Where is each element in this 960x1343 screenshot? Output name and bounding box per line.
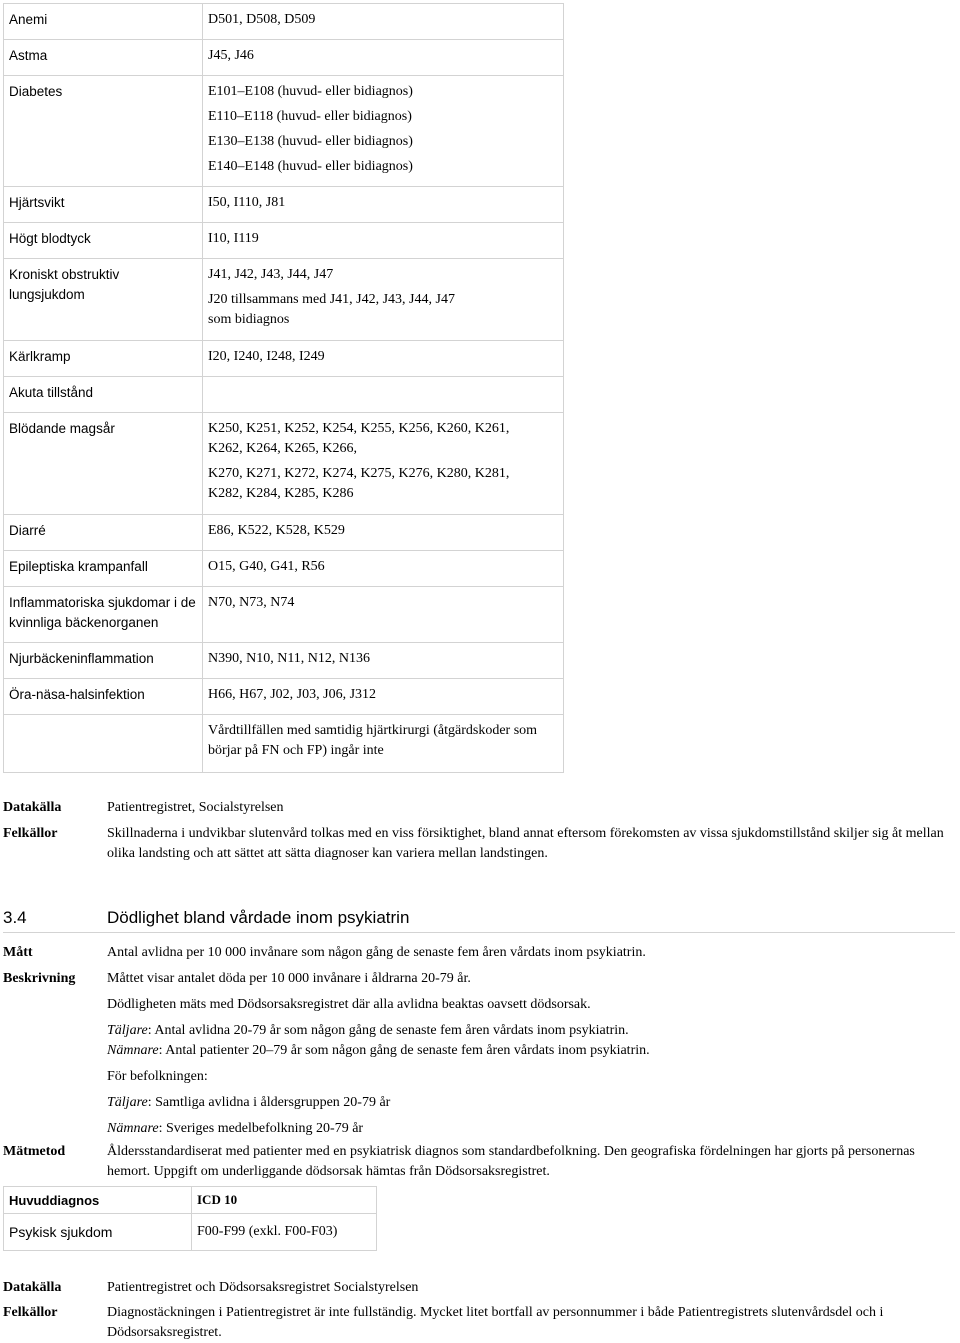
section-heading	[3, 906, 955, 933]
diagnosis-codes: J45, J46	[203, 40, 564, 76]
icd-header-code: ICD 10	[192, 1187, 377, 1214]
icd-row-codes: F00-F99 (exkl. F00-F03)	[192, 1214, 377, 1251]
diagnosis-codes: D501, D508, D509	[203, 4, 564, 40]
namnare-line: Nämnare: Antal patienter 20–79 år som någon gång de senaste fem åren vårdats inom psykiatrin.	[107, 1043, 650, 1058]
diagnosis-codes: E86, K522, K528, K529	[203, 515, 564, 551]
datakalla-label: Datakälla	[3, 800, 62, 815]
felkallor-label: Felkällor	[3, 826, 58, 841]
diagnosis-label: Hjärtsvikt	[4, 187, 203, 223]
beskrivning-label: Beskrivning	[3, 971, 76, 986]
beskrivning-p2: Dödligheten mäts med Dödsorsaksregistret där alla avlidna beaktas oavsett dödsorsak.	[107, 997, 591, 1012]
icd-header-diagnosis: Huvuddiagnos	[4, 1187, 192, 1214]
taljare2-line: Täljare: Samtliga avlidna i åldersgruppen 20-79 år	[107, 1095, 391, 1110]
felkallor-value: Skillnaderna i undvikbar slutenvård tolkas med en viss försiktighet, bland annat eftersom förekomsten av vissa sjukdomstillstånd skiljer sig åt mellan olika landsting och att sättet att sätta diagnoser kan variera mellan landstingen.	[107, 826, 944, 861]
datakalla-row	[3, 798, 953, 818]
felkallor-row	[3, 824, 953, 864]
matt-label: Mått	[3, 945, 33, 960]
matt-row	[3, 943, 953, 963]
diagnosis-label: Njurbäckeninflammation	[4, 643, 203, 679]
datakalla2-label: Datakälla	[3, 1280, 62, 1295]
matt-value: Antal avlidna per 10 000 invånare som någon gång de senaste fem åren vårdats inom psykiatrin.	[107, 945, 646, 960]
diagnosis-label: Epileptiska krampanfall	[4, 551, 203, 587]
diagnosis-codes: H66, H67, J02, J03, J06, J312	[203, 679, 564, 715]
icd-table	[3, 1186, 377, 1251]
empty-cell	[203, 377, 564, 413]
diagnosis-label: Öra-näsa-halsinfektion	[4, 679, 203, 715]
beskrivning-value	[107, 969, 947, 1139]
diagnosis-label: Anemi	[4, 4, 203, 40]
namnare2-line: Nämnare: Sveriges medelbefolkning 20-79 år	[107, 1121, 364, 1136]
befolkning-line: För befolkningen:	[107, 1069, 208, 1084]
diagnosis-label	[4, 715, 203, 773]
diagnosis-label: Diabetes	[4, 76, 203, 187]
diagnosis-codes: O15, G40, G41, R56	[203, 551, 564, 587]
diagnosis-label: Blödande magsår	[4, 413, 203, 515]
diagnosis-codes: I50, I110, J81	[203, 187, 564, 223]
felkallor2-value: Diagnostäckningen i Patientregistret är inte fullständig. Mycket litet bortfall av personnummer i både Patientregistrets slutenvårdsdel och i Dödsorsaksregistret.	[107, 1305, 884, 1340]
diagnosis-codes: Vårdtillfällen med samtidig hjärtkirurgi (åtgärdskoder som börjar på FN och FP) ingår inte	[203, 715, 564, 773]
diagnosis-label: Inflammatoriska sjukdomar i de kvinnliga bäckenorganen	[4, 587, 203, 643]
diagnosis-codes: K250, K251, K252, K254, K255, K256, K260, K261, K262, K264, K265, K266, K270, K271, K272, K274, K275, K276, K280, K281, K282, K284, K285, K286	[203, 413, 564, 515]
diagnosis-codes: I20, I240, I248, I249	[203, 341, 564, 377]
beskrivning-row	[3, 969, 953, 1139]
diagnosis-label: Kärlkramp	[4, 341, 203, 377]
diagnosis-codes: E101–E108 (huvud- eller bidiagnos) E110–E118 (huvud- eller bidiagnos) E130–E138 (huvud- eller bidiagnos) E140–E148 (huvud- eller bidiagnos)	[203, 76, 564, 187]
section-heading: Akuta tillstånd	[4, 377, 203, 413]
diagnosis-label: Diarré	[4, 515, 203, 551]
felkallor2-label: Felkällor	[3, 1305, 58, 1320]
diagnosis-label: Högt blodtyck	[4, 223, 203, 259]
diagnosis-label: Astma	[4, 40, 203, 76]
diagnosis-label: Kroniskt obstruktiv lungsjukdom	[4, 259, 203, 341]
taljare-line: Täljare: Antal avlidna 20-79 år som någon gång de senaste fem åren vårdats inom psykiatrin.	[107, 1023, 629, 1038]
section-number: 3.4	[3, 908, 27, 927]
datakalla2-value: Patientregistret och Dödsorsaksregistret Socialstyrelsen	[107, 1280, 419, 1295]
diagnosis-codes: I10, I119	[203, 223, 564, 259]
diagnosis-codes: J41, J42, J43, J44, J47 J20 tillsammans med J41, J42, J43, J44, J47 som bidiagnos	[203, 259, 564, 341]
datakalla2-row	[3, 1278, 953, 1298]
matmetod-row	[3, 1142, 953, 1182]
diagnosis-codes: N70, N73, N74	[203, 587, 564, 643]
icd-row-label: Psykisk sjukdom	[4, 1214, 192, 1251]
matmetod-value: Åldersstandardiserat med patienter med en psykiatrisk diagnos som standardbefolkning. Den geografiska fördelningen har gjorts på personernas hemort. Uppgift om underliggande dödsorsak hämtas från Dödsorsaksregistret.	[107, 1144, 915, 1179]
diagnosis-table	[3, 3, 564, 773]
felkallor2-row	[3, 1303, 953, 1340]
datakalla-value: Patientregistret, Socialstyrelsen	[107, 800, 284, 815]
diagnosis-codes: N390, N10, N11, N12, N136	[203, 643, 564, 679]
beskrivning-p1: Måttet visar antalet döda per 10 000 invånare i åldrarna 20-79 år.	[107, 971, 471, 986]
section-title: Dödlighet bland vårdade inom psykiatrin	[107, 908, 410, 927]
matmetod-label: Mätmetod	[3, 1144, 66, 1159]
